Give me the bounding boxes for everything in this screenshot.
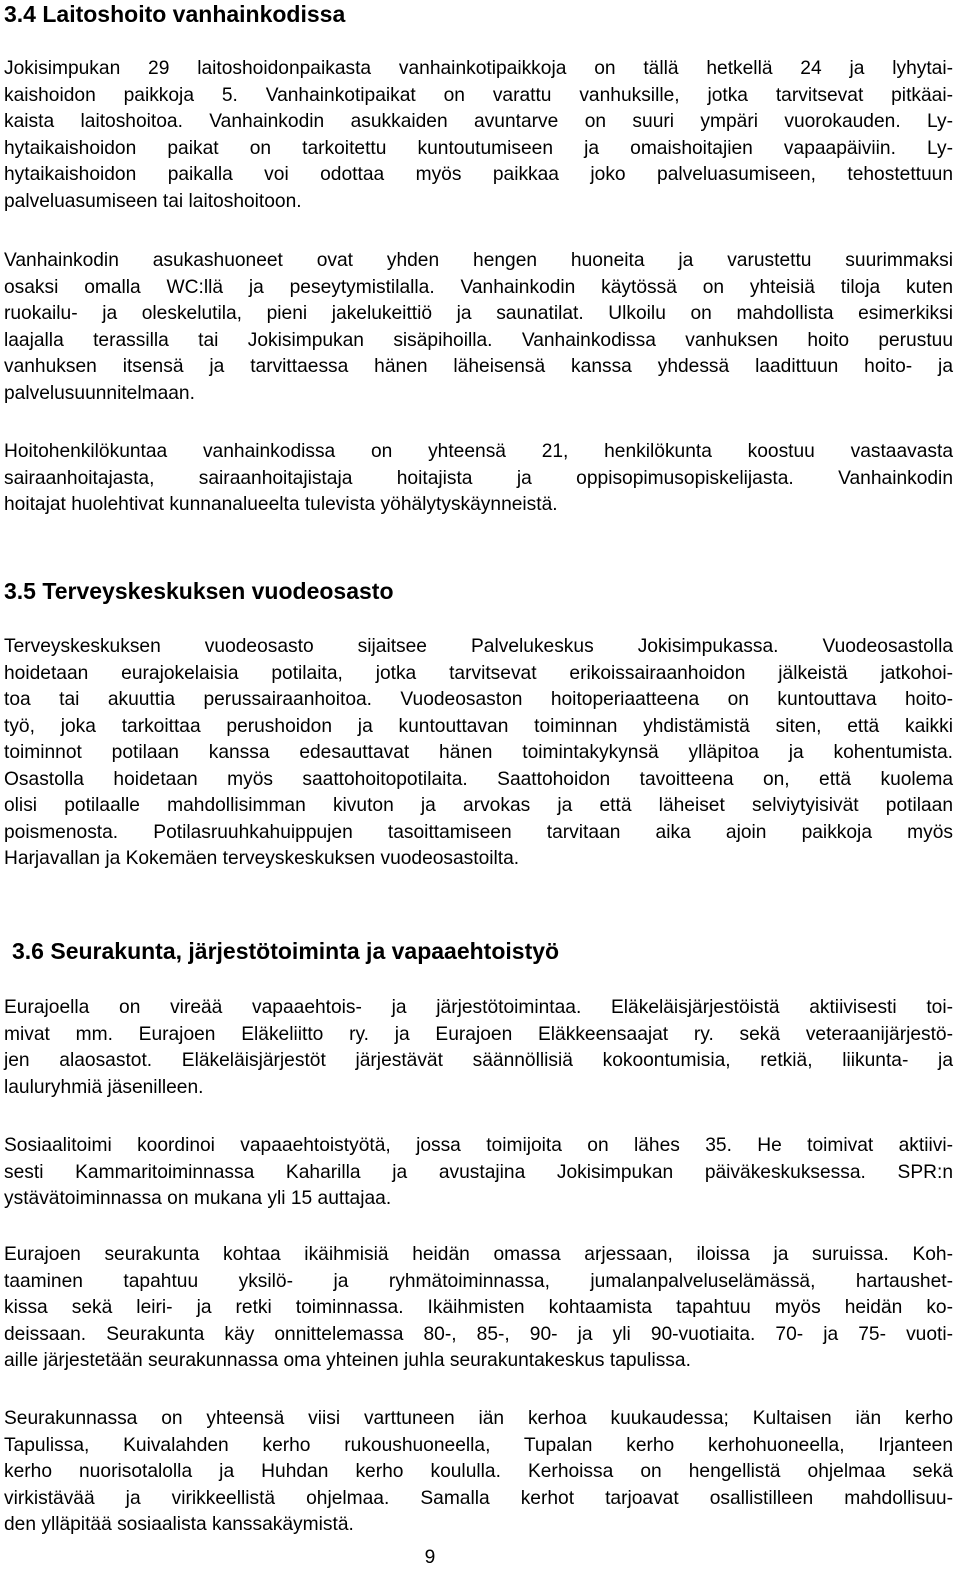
section-heading-3-4: 3.4 Laitoshoito vanhainkodissa	[4, 1, 346, 27]
paragraph	[4, 56, 953, 215]
text-line: olisi potilaalle mahdollisimman kivuton ja arvokas ja että läheiset selviytyisivät potilaan	[4, 795, 953, 816]
text-line: ystävätoiminnassa on mukana yli 15 auttajaa.	[4, 1188, 392, 1209]
text-line: kissa sekä leiri- ja retki toiminnassa. Ikäihmisten kohtaamista tapahtuu myös heidän ko-	[4, 1297, 953, 1318]
text-line: Seurakunnassa on yhteensä viisi varttuneen iän kerhoa kuukaudessa; Kultaisen iän kerho	[4, 1408, 953, 1429]
text-line: Jokisimpukan 29 laitoshoidonpaikasta vanhainkotipaikkoja on tällä hetkellä 24 ja lyhytai-	[4, 58, 953, 79]
text-line: sesti Kammaritoiminnassa Kaharilla ja avustajina Jokisimpukan päiväkeskuksessa. SPR:n	[4, 1161, 953, 1183]
text-line: osaksi omalla WC:llä ja peseytymistilalla. Vanhainkodin käytössä on yhteisiä tiloja kuten	[4, 276, 953, 298]
text-line: hytaikaishoidon paikat on tarkoitettu kuntoutumiseen ja omaishoitajien vapaapäiviin. Ly-	[4, 137, 953, 159]
text-line: palvelusuunnitelmaan.	[4, 382, 195, 404]
page-number: 9	[424, 1547, 436, 1568]
text-line: sairaanhoitajasta, sairaanhoitajistaja hoitajista ja oppisopimusopiskelijasta. Vanhainkodin	[4, 467, 953, 489]
text-line: mivat mm. Eurajoen Eläkeliitto ry. ja Eurajoen Eläkkeensaajat ry. sekä veteraanijärjestö-	[4, 1023, 953, 1045]
text-line: vanhuksen itsensä ja tarvittaessa hänen läheisensä kanssa yhdessä laadittuun hoito- ja	[4, 356, 953, 377]
text-line: poismenosta. Potilasruuhkahuippujen tasoittamiseen tarvitaan aika ajoin paikkoja myös	[4, 821, 953, 843]
section-heading-3-6: 3.6 Seurakunta, järjestötoiminta ja vapaaehtoistyö	[12, 938, 560, 964]
text-line: Eurajoella on vireää vapaaehtois- ja järjestötoimintaa. Eläkeläisjärjestöistä aktiivisesti toi-	[4, 997, 953, 1018]
text-line: hoidetaan eurajokelaisia potilaita, jotka tarvitsevat erikoissairaanhoidon jälkeistä jatkohoi-	[4, 662, 953, 684]
text-line: taaminen tapahtuu yksilö- ja ryhmätoiminnassa, jumalanpalveluselämässä, hartaushet-	[4, 1270, 953, 1292]
paragraph	[4, 995, 953, 1101]
text-line: hoitajat huolehtivat kunnanalueelta tulevista yöhälytyskäynneistä.	[4, 494, 558, 515]
text-line: ruokailu- ja oleskelutila, pieni jakelukeittiö ja saunatilat. Ulkoilu on mahdollista esimerkiksi	[4, 303, 953, 324]
text-line: toiminnot potilaan kanssa edesauttavat hänen toimintakykynsä ylläpitoa ja kohentumista.	[4, 742, 953, 763]
text-line: Tapulissa, Kuivalahden kerho rukoushuoneella, Tupalan kerho kerhohuoneella, Irjanteen	[4, 1434, 953, 1456]
text-line: kerho nuorisotalolla ja Huhdan kerho koululla. Kerhoissa on hengellistä ohjelmaa sekä	[4, 1461, 953, 1482]
text-line: Terveyskeskuksen vuodeosasto sijaitsee Palvelukeskus Jokisimpukassa. Vuodeosastolla	[4, 636, 953, 657]
text-line: kaishoidon paikkoja 5. Vanhainkotipaikat on varattu vanhuksille, jotka tarvitsevat pitkäai-	[4, 84, 953, 106]
text-line: hytaikaishoidon paikalla voi odottaa myös paikkaa joko palveluasumiseen, tehostettuun	[4, 164, 953, 185]
text-line: Osastolla hoidetaan myös saattohoitopotilaita. Saattohoidon tavoitteena on, että kuolema	[4, 768, 953, 790]
paragraph	[4, 1133, 953, 1213]
text-line: deissaan. Seurakunta käy onnittelemassa 80-, 85-, 90- ja yli 90-vuotiaita. 70- ja 75- vuoti-	[4, 1323, 953, 1345]
paragraph	[4, 248, 953, 407]
text-line: toa tai akuuttia perussairaanhoitoa. Vuodeosaston hoitoperiaatteena on kuntouttava hoito-	[4, 689, 953, 710]
text-line: Hoitohenkilökuntaa vanhainkodissa on yhteensä 21, henkilökunta koostuu vastaavasta	[4, 441, 953, 462]
text-line: virkistävää ja virikkeellistä ohjelmaa. Samalla kerhot tarjoavat osallistilleen mahdollisuu-	[4, 1487, 953, 1509]
text-line: palveluasumiseen tai laitoshoitoon.	[4, 190, 302, 212]
text-line: jen alaosastot. Eläkeläisjärjestöt järjestävät säännöllisiä kokoontumisia, retkiä, liikunta- ja	[4, 1050, 953, 1071]
section-heading-3-5: 3.5 Terveyskeskuksen vuodeosasto	[4, 578, 394, 604]
paragraph	[4, 634, 953, 873]
text-line: kaista laitoshoitoa. Vanhainkodin asukkaiden avuntarve on suuri ympäri vuorokauden. Ly-	[4, 111, 953, 132]
text-line: Harjavallan ja Kokemäen terveyskeskuksen vuodeosastoilta.	[4, 848, 520, 869]
text-line: den ylläpitää sosiaalista kanssakäymistä.	[4, 1514, 354, 1535]
text-line: aille järjestetään seurakunnassa oma yhteinen juhla seurakuntakeskus tapulissa.	[4, 1350, 691, 1371]
paragraph	[4, 1406, 953, 1539]
text-line: työ, joka tarkoittaa perushoidon ja kuntouttavan toiminnan yhdistämistä siten, että kaikki	[4, 715, 953, 737]
text-line: Vanhainkodin asukashuoneet ovat yhden hengen huoneita ja varustettu suurimmaksi	[4, 250, 953, 271]
text-line: laajalla terassilla tai Jokisimpukan sisäpihoilla. Vanhainkodissa vanhuksen hoito perustuu	[4, 329, 953, 351]
text-line: lauluryhmiä jäsenilleen.	[4, 1076, 204, 1098]
text-line: Eurajoen seurakunta kohtaa ikäihmisiä heidän omassa arjessaan, iloissa ja suruissa. Koh-	[4, 1244, 953, 1265]
paragraph	[4, 1242, 953, 1375]
text-line: Sosiaalitoimi koordinoi vapaaehtoistyötä, jossa toimijoita on lähes 35. He toimivat aktiivi-	[4, 1135, 953, 1156]
paragraph	[4, 439, 953, 519]
